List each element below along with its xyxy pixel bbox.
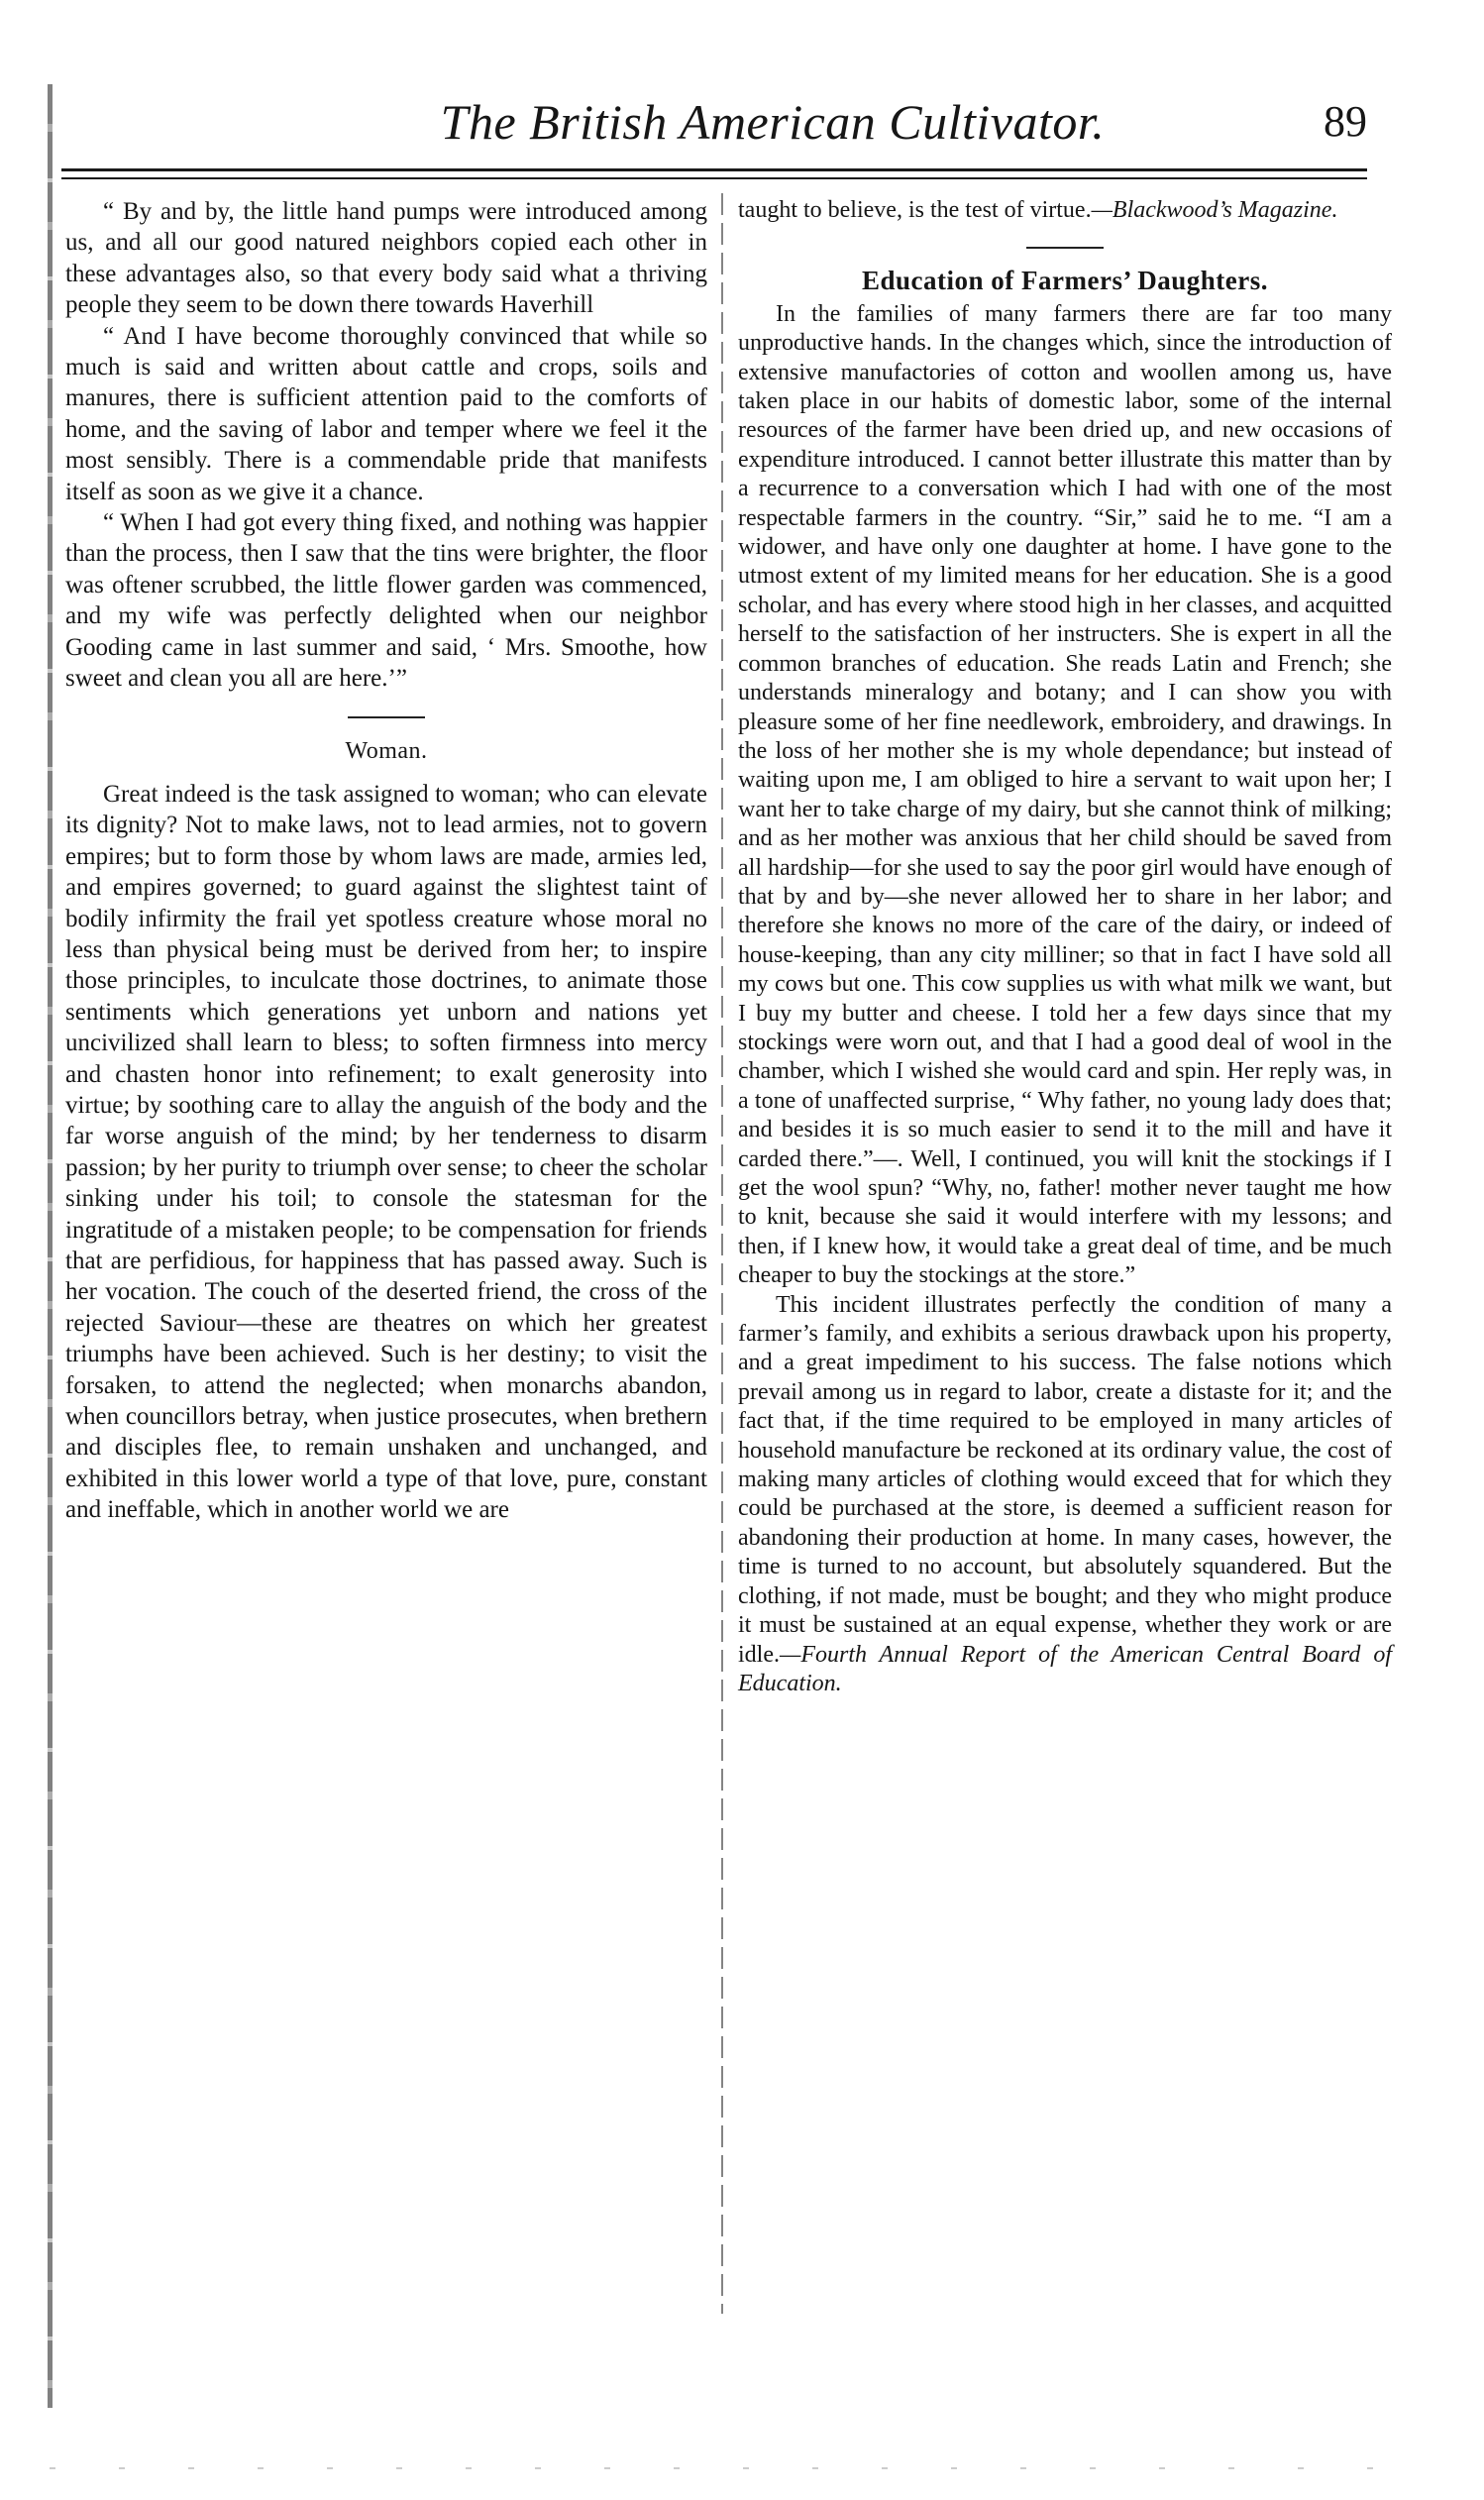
continuation-source: —Blackwood’s Magazine. <box>1091 197 1338 223</box>
page-number: 89 <box>1324 97 1367 146</box>
woman-text: Great indeed is the task assigned to woman; who can elevate its dignity? Not to make laws, not to lead armies, not to govern empires; but to form those by whom laws are made, armies led, and empires governed; to guard against the slightest taint of bodily infirmity the frail yet spotless creature whose moral no less than physical being must be derived from her; to inspire those principles, to inculcate those doctrines, to animate those sentiments which generations yet unborn and nations yet uncivilized shall learn to bless; to soften firmness into mercy and chasten honor into refinement; to exalt generosity into virtue; by soothing care to allay the anguish of the body and the far worse anguish of the mind; by her tenderness to disarm passion; by her purity to triumph over sense; to cheer the scholar sinking under his toil; to console the statesman for the ingratitude of a mistaken people; to be compensation for friends that are perfidious, for happiness that has passed away. Such is her vocation. The couch of the deserted friend, the cross of the rejected Saviour—these are theatres on which her greatest triumphs have been achieved. Such is her destiny; to visit the forsaken, to attend the neglected; when monarchs abandon, when councillors betray, when justice prosecutes, when brethern and disciples flee, to remain unshaken and unchanged, and exhibited in this lower world a type of that love, pure, constant and ineffable, which in another world we are <box>65 780 707 1524</box>
paragraph-comforts-of-home: “ And I have become thoroughly convinced that while so much is said and written about cattle and crops, soils and manures, there is sufficient attention paid to the comforts of home, and the saving of labor and temper where we feel it the most sensibly. There is a commendable pride that manifests itself as soon as we give it a chance. <box>65 322 707 505</box>
binding-edge <box>48 84 53 2408</box>
woman-heading: Woman. <box>345 737 428 764</box>
section-divider <box>348 716 425 718</box>
bottom-edge-marks <box>50 2467 1427 2469</box>
section-divider <box>1026 247 1104 249</box>
paragraph-hand-pumps: “ By and by, the little hand pumps were introduced among us, and all our good natured neighbors copied each other in these advantages also, so that every body said what a thriving people they seem to be down there towards Haverhill <box>65 198 707 319</box>
left-column <box>65 196 707 1526</box>
continuation-text: taught to believe, is the test of virtue. <box>738 197 1092 223</box>
running-title: The British American Cultivator. <box>440 94 1106 150</box>
paragraph-mrs-smoothe: “ When I had got every thing fixed, and nothing was happier than the process, then I saw that the tins were brighter, the floor was oftener scrubbed, the little flower garden was commenced, and my wife was perfectly delighted when our neighbor Gooding came in last summer and said, ‘ Mrs. Smoothe, how sweet and clean you all are here.’” <box>65 509 707 693</box>
education-heading: Education of Farmers’ Daughters. <box>862 266 1268 296</box>
header-rule-top <box>61 168 1367 171</box>
paragraph-widower-daughter: In the families of many farmers there are far too many unproductive hands. In the changes which, since the introduction of extensive manufactories of cotton and woollen among us, have taken place in our habits of domestic labor, some of the internal resources of the farmer have been dried up, and new occasions of expenditure introduced. I cannot better illustrate this matter than by a recurrence to a conversation which I had with one of the most respectable farmers in the country. “Sir,” said he to me. “I am a widower, and have only one daughter at home. I have gone to the utmost extent of my limited means for her education. She is a good scholar, and has every where stood high in her classes, and acquitted herself to the satisfaction of her instructers. She is expert in all the common branches of education. She reads Latin and French; she understands mineralogy and botany; and I can show you with pleasure some of her fine needlework, embroidery, and drawings. In the loss of her mother she is my whole dependance; but instead of waiting upon me, I am obliged to hire a servant to wait upon her; I want her to take charge of my dairy, but she cannot think of milking; and as her mother was anxious that her child should be saved from all hardship—for she used to say the poor girl would have enough of that by and by—she never allowed her to share in her labor; and therefore she knows no more of the care of the dairy, or indeed of house-keeping, than any city milliner; so that in fact I have sold all my cows but one. This cow supplies us with what milk we want, but I buy my butter and cheese. I told her a few days since that my stockings were worn out, and that I had a good deal of wool in the chamber, which I wished she would card and spin. Her reply was, in a tone of unaffected surprise, “ Why father, no young lady does that; and besides it is so much easier to send it to the mill and have it carded there.”—. Well, I continued, you will knit the stockings if I get the wool spun? “Why, no, father! mother never taught me how to knit, because she said it would interfere with my lessons; and then, if I knew how, it would take a great deal of time, and be much cheaper to buy the stockings at the store.” <box>738 300 1392 1289</box>
right-column <box>738 196 1392 1698</box>
paragraph-incident <box>738 1291 1392 1699</box>
header-rule-bottom <box>61 177 1367 179</box>
woman-continuation <box>738 196 1392 225</box>
article-source: —Fourth Annual Report of the American Central Board of Education. <box>738 1641 1392 1696</box>
incident-text: This incident illustrates perfectly the condition of many a farmer’s family, and exhibits a serious drawback upon his property, and a great impediment to his success. The false notions which prevail among us in regard to labor, create a distaste for it; and the fact that, if the time required to be employed in many articles of household manufacture be reckoned at its ordinary value, the cost of making many articles of clothing would exceed that for which they could be purchased at the store, is deemed a sufficient reason for abandoning their production at home. In many cases, however, the time is turned to no account, but absolutely squandered. But the clothing, if not made, must be bought; and they who might produce it must be sustained at an equal expense, whether they work or are idle. <box>738 1291 1392 1668</box>
page-header <box>59 77 1367 166</box>
column-divider <box>721 193 723 2314</box>
